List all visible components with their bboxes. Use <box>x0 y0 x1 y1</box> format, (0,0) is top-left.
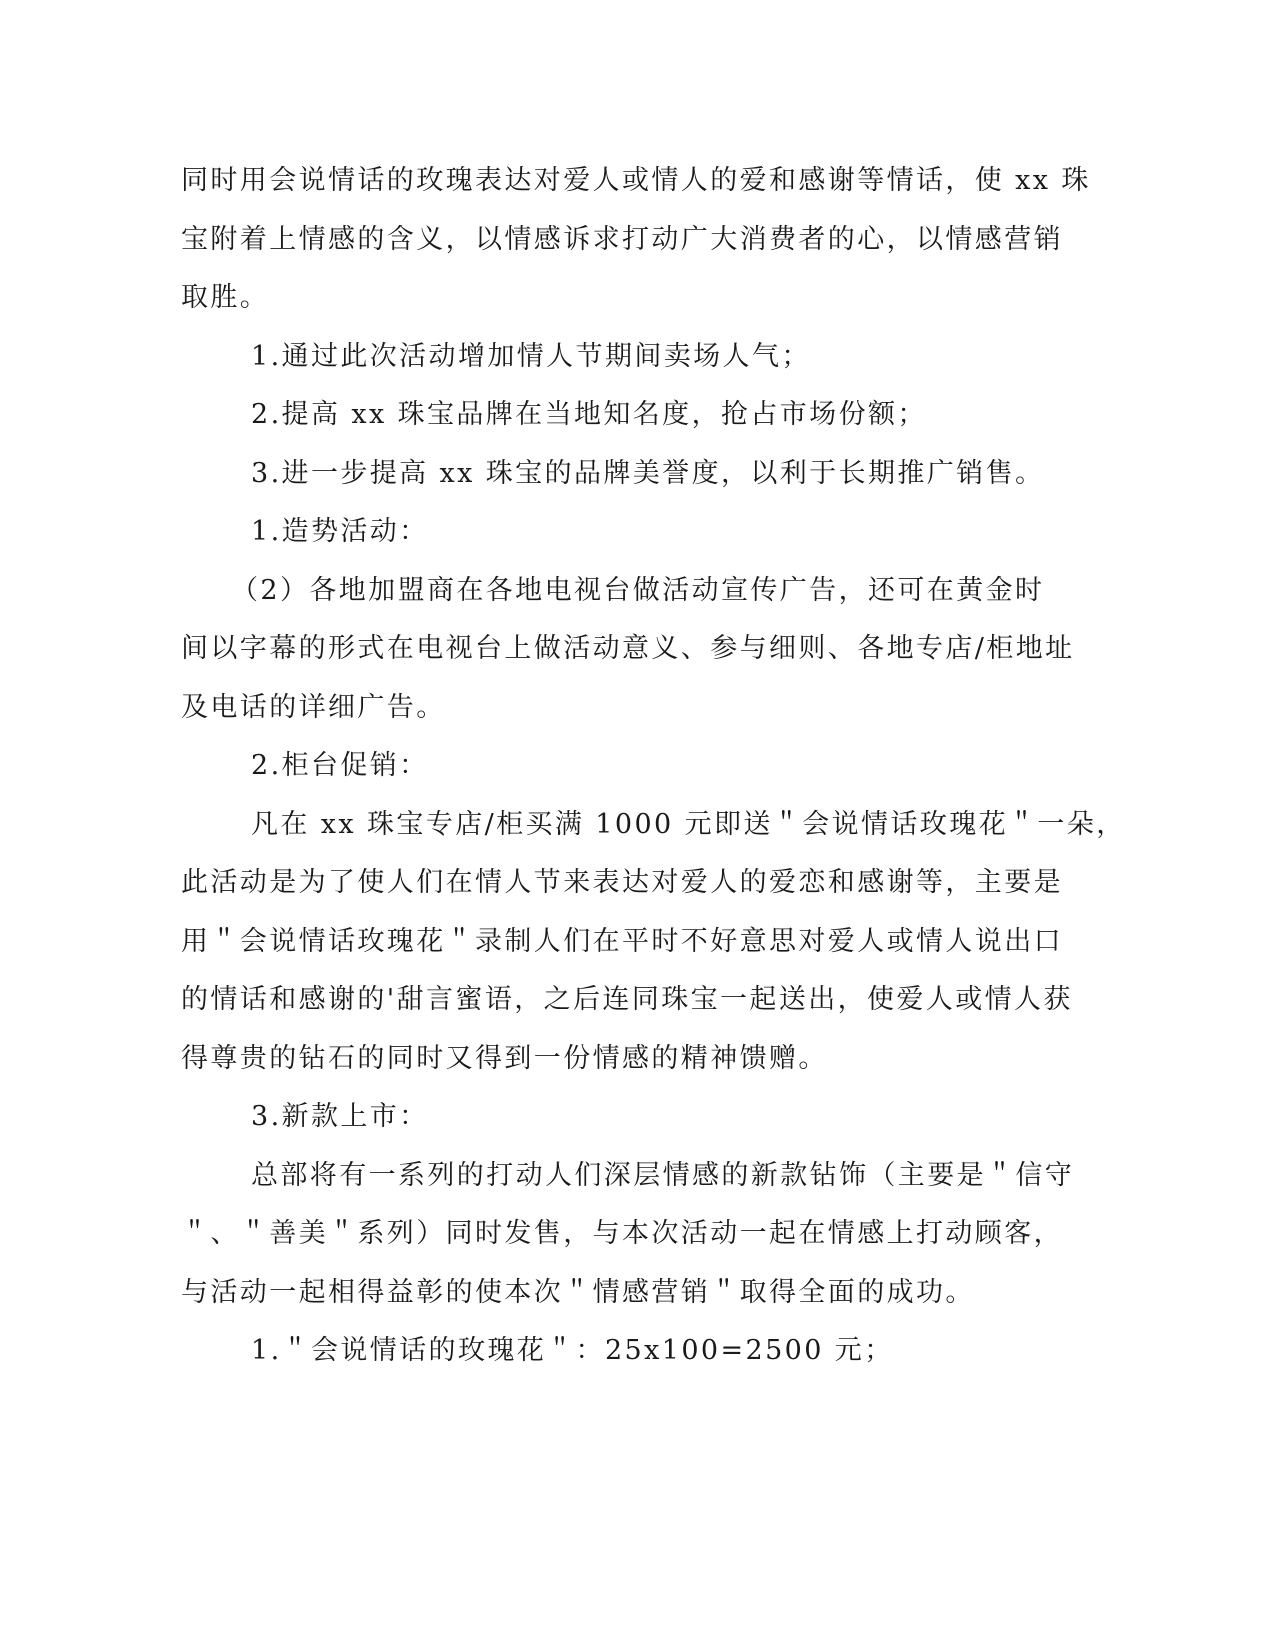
text-line: 及电话的详细广告。 <box>181 691 446 723</box>
text-line: 此活动是为了使人们在情人节来表达对爱人的爱恋和感谢等，主要是 <box>181 867 1063 898</box>
text-line: 与活动一起相得益彰的使本次＂情感营销＂取得全面的成功。 <box>181 1276 975 1308</box>
section-heading: 1.造势活动： <box>251 516 429 547</box>
text-line: 同时用会说情话的玫瑰表达对爱人或情人的爱和感谢等情话，使 xx 珠 <box>181 165 1091 196</box>
text-line: （2）各地加盟商在各地电视台做活动宣传广告，还可在黄金时 <box>231 574 1045 606</box>
document-body <box>181 152 1126 1381</box>
text-line: 总部将有一系列的打动人们深层情感的新款钻饰（主要是＂信守 <box>251 1159 1075 1191</box>
text-line: 的情话和感谢的'甜言蜜语，之后连同珠宝一起送出，使爱人或情人获 <box>181 984 1073 1015</box>
text-line: 间以字幕的形式在电视台上做活动意义、参与细则、各地专店/柜地址 <box>181 633 1075 664</box>
text-line: ＂、＂善美＂系列）同时发售，与本次活动一起在情感上打动顾客， <box>181 1218 1063 1249</box>
text-line: 凡在 xx 珠宝专店/柜买满 1000 元即送＂会说情话玫瑰花＂一朵， <box>251 808 1126 840</box>
text-line: 得尊贵的钻石的同时又得到一份情感的精神馈赠。 <box>181 1042 828 1074</box>
list-item: 3.进一步提高 xx 珠宝的品牌美誉度，以利于长期推广销售。 <box>251 457 1045 489</box>
list-item: 2.提高 xx 珠宝品牌在当地知名度，抢占市场份额； <box>251 399 927 430</box>
list-item: 1.＂会说情话的玫瑰花＂：25x100=2500 元； <box>251 1335 894 1366</box>
list-item: 1.通过此次活动增加情人节期间卖场人气； <box>251 340 811 372</box>
text-line: 宝附着上情感的含义，以情感诉求打动广大消费者的心，以情感营销 <box>181 223 1063 255</box>
text-line: 用＂会说情话玫瑰花＂录制人们在平时不好意思对爱人或情人说出口 <box>181 925 1063 957</box>
section-heading: 3.新款上市： <box>251 1101 429 1132</box>
section-heading: 2.柜台促销： <box>251 750 429 781</box>
text-line: 取胜。 <box>181 282 270 313</box>
